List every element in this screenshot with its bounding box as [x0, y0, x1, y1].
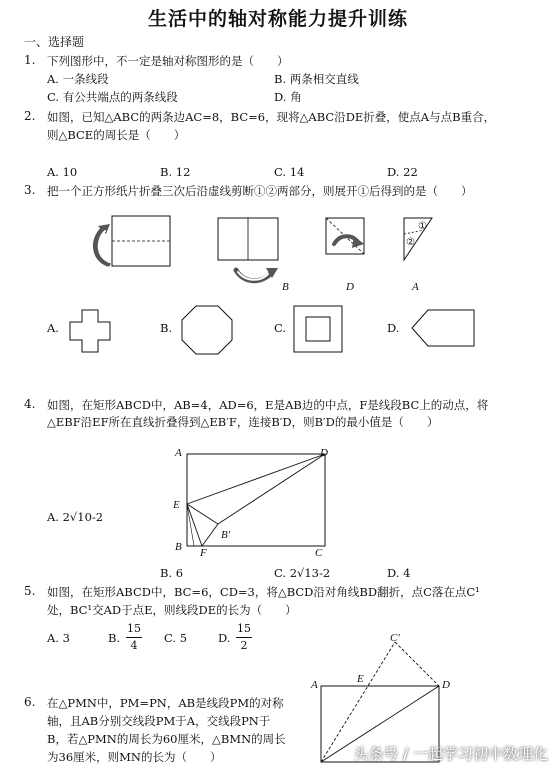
watermark: 头条号 / 一起学习初中数理化	[353, 745, 548, 763]
option-d: D.	[387, 321, 400, 335]
option-b-label: B.	[108, 631, 121, 645]
option-b-fraction-bar	[126, 637, 142, 638]
option-a: A.	[47, 321, 59, 335]
option-a: A. 10	[47, 165, 78, 179]
option-a: A. 2√10-2	[47, 510, 104, 524]
question-number: 2.	[24, 109, 36, 123]
rectangle-fold-figure	[170, 442, 370, 562]
option-b: B. 12	[160, 165, 191, 179]
option-c: C.	[274, 321, 287, 335]
option-a: A. 一条线段	[47, 72, 109, 86]
option-c-inner-square	[306, 317, 330, 341]
question-number: 3.	[24, 183, 36, 197]
option-d-numerator: 15	[237, 622, 251, 635]
option-b: B. 6	[160, 566, 184, 580]
option-b-octagon-shape	[182, 306, 232, 354]
option-d: D. 4	[387, 566, 411, 580]
point-b-label: B	[175, 541, 182, 553]
point-e-label: E	[173, 499, 180, 511]
option-b-numerator: 15	[127, 622, 141, 635]
point-e-label: E	[357, 673, 364, 685]
option-d: D. 22	[387, 165, 418, 179]
question-number: 6.	[24, 695, 36, 709]
option-a: A. 3	[47, 631, 70, 645]
question-text-line1: 在△PMN中，PM=PN，AB是线段PM的对称	[47, 696, 284, 710]
fold-step-1	[95, 216, 170, 266]
point-c-prime-label: C′	[390, 632, 400, 644]
option-c: C. 14	[274, 165, 305, 179]
question-text-line2: △EBF沿EF所在直线折叠得到△EB′F，连接B′D，则B′D的最小值是（ ）	[47, 415, 439, 429]
question-text-line4: 为36厘米，则MN的长为（ ）	[47, 750, 222, 764]
question-text-line3: B，若△PMN的周长为60厘米，△BMN的周长	[47, 732, 286, 746]
question-text-line1: 如图，在矩形ABCD中，AB=4，AD=6，E是AB边的中点，F是线段BC上的动点，将	[47, 398, 489, 412]
question-text-line1: 如图，在矩形ABCD中，BC=6，CD=3，将△BCD沿对角线BD翻折，点C落在点C¹	[47, 585, 480, 599]
circled-one: ①	[418, 221, 427, 232]
option-c: C. 2√13-2	[274, 566, 331, 580]
option-b: B.	[160, 321, 173, 335]
page-title: 生活中的轴对称能力提升训练	[147, 8, 408, 30]
option-d-label: D.	[218, 631, 231, 645]
fig-label-a: A	[412, 281, 419, 293]
fig-label-b: B	[282, 281, 289, 293]
question-number: 4.	[24, 397, 36, 411]
question-text-line1: 如图，已知△ABC的两条边AC=8，BC=6，现将△ABC沿DE折叠，使点A与点B重合，	[47, 110, 496, 124]
option-shapes-figure	[0, 302, 556, 362]
option-d-denominator: 2	[240, 639, 248, 652]
option-b: B. 两条相交直线	[274, 72, 359, 86]
option-d: D. 角	[274, 90, 302, 104]
fig-label-d: D	[346, 281, 354, 293]
question-text-line2: 处，BC¹交AD于点E，则线段DE的长为（ ）	[47, 603, 297, 617]
fold-step-4	[404, 218, 432, 293]
option-b-denominator: 4	[130, 639, 138, 652]
point-a-label: A	[311, 679, 318, 691]
question-number: 1.	[24, 53, 36, 67]
option-c: C. 有公共端点的两条线段	[47, 90, 178, 104]
question-number: 5.	[24, 584, 36, 598]
fold-step-3	[326, 218, 364, 293]
question-text-line2: 则△BCE的周长是（ ）	[47, 128, 186, 142]
circled-two: ②	[406, 237, 415, 248]
point-b-prime-label: B′	[221, 529, 231, 541]
option-a-cross-shape	[70, 310, 110, 352]
point-a-label: A	[175, 447, 182, 459]
question-text: 下列图形中，不一定是轴对称图形的是（ ）	[47, 54, 289, 68]
point-d-label: D	[442, 679, 450, 691]
option-d-fraction-bar	[236, 637, 252, 638]
point-f-label: F	[200, 547, 207, 559]
option-c: C. 5	[164, 631, 188, 645]
section-heading: 一、选择题	[24, 35, 85, 49]
question-text-line2: 轴，且AB分别交线段PM于A，交线段PN于	[47, 714, 271, 728]
question-text: 把一个正方形纸片折叠三次后沿虚线剪断①②两部分，则展开①后得到的是（ ）	[47, 184, 473, 198]
fold-step-2	[218, 218, 289, 293]
point-d-label: D	[320, 447, 328, 459]
option-c-outer-square	[294, 306, 342, 352]
option-d-pentagon-shape	[412, 310, 474, 346]
point-c-label: C	[315, 547, 323, 559]
